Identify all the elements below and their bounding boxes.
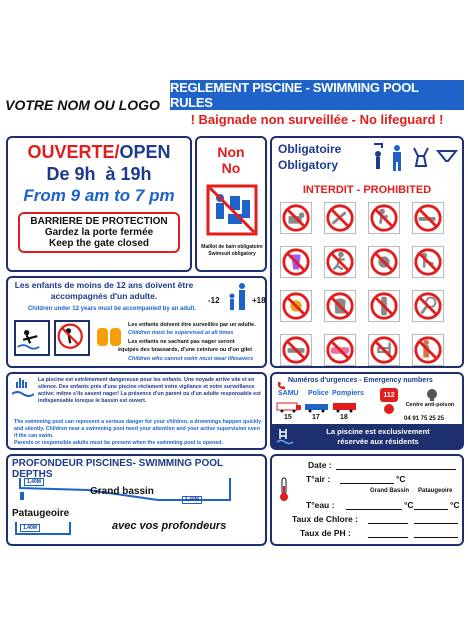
reading-line-water-paddling [414,509,448,510]
date-label: Date : [308,460,332,470]
hours-fr-end: à 19h [105,164,152,184]
police-number: 17 [312,414,320,421]
residents-banner [272,424,462,448]
rules-card [270,136,464,368]
no-unsupervised-icon [54,320,90,356]
emergency-card [270,372,464,450]
reading-line-chlorine-large [368,523,408,524]
reading-line-air [340,483,394,484]
ambulance-icon [276,400,302,412]
police-car-icon [304,400,330,412]
no-pushing-icon [412,246,444,278]
barrier-title: BARRIERE DE PROTECTION [30,216,168,227]
title-banner [170,80,464,110]
col-large-pool: Grand Bassin [370,488,410,494]
barrier-box [18,212,180,253]
paddling-pool-label: Pataugeoire [12,508,70,519]
reading-line-ph-paddling [414,537,458,538]
no-glass-icon [280,246,312,278]
depth-tag-paddling: 1,40M [20,524,40,532]
residents-line1: La piscine est exclusivement [326,427,430,436]
depth-tag-deep: 1,40M [182,496,202,504]
age-over: +18 [252,296,266,305]
no-smoking-icon [412,202,444,234]
no-mattress-icon [324,334,356,366]
swimmer-male-icon [390,144,404,172]
obligatory-fr: Obligatoire [278,142,342,156]
open-en: OPEN [119,142,171,162]
prohibited-title: INTERDIT - PROHIBITED [302,184,432,196]
readings-card [270,454,464,546]
water-temp-label: T°eau : [306,500,335,510]
drowning-hand-icon [12,376,34,400]
hours-en: From 9 am to 7 pm [23,186,175,205]
no-alcohol-icon [368,290,400,322]
children-line5: Children who cannot swim must wear lifesavers [128,356,254,362]
non-en: No [221,160,241,176]
police-label: Police [308,390,329,397]
hours-card [6,136,192,272]
no-running-icon [324,246,356,278]
swimsuit-card [195,136,267,272]
barrier-line2: Keep the gate closed [48,238,150,249]
no-jumping-icon [368,202,400,234]
shower-icon [372,142,386,170]
children-line1: Les enfants doivent être surveillés par un adulte. [128,322,256,328]
banner-subtitle: ! Baignade non surveillée - No lifeguard ! [190,112,444,127]
no-urinating-icon [412,334,444,366]
euro-number-badge [380,388,398,402]
children-title: Les enfants de moins de 12 ans doivent être accompagnés d'un adulte. [14,280,194,301]
prohibited-grid [280,202,456,366]
depths-title: PROFONDEUR PISCINES- SWIMMING POOL DEPTHS [12,458,223,480]
no-lying-icon [280,334,312,366]
water-temp-unit-large: °C [404,500,414,510]
obligatory-en: Obligatory [278,158,339,172]
phone-icon [276,378,286,388]
swimsuit-female-icon [410,146,432,168]
depths-footer: avec vos profondeurs [112,520,227,532]
samu-label: SAMU [278,390,299,397]
child-drowning-icon [14,320,50,356]
euro-number: 112 [383,391,395,399]
reading-line-ph-large [368,537,408,538]
no-food-icon [368,246,400,278]
emergency-title: Numéros d'urgences - Emergency numbers [288,377,433,384]
swimsuit-caption-1: Maillot de bain obligatoire [201,244,263,250]
age-under: -12 [208,296,220,305]
banner-title: REGLEMENT PISCINE - SWIMMING POOL RULES [170,80,419,110]
logo-area [0,80,165,130]
air-temp-label: T°air : [306,474,331,484]
children-line2: Children must be supervised at all times [128,330,234,336]
no-diving-icon [324,202,356,234]
no-ball-icon [280,290,312,322]
parent-child-icon [226,282,250,312]
fire-truck-icon [332,400,358,412]
open-title [8,142,190,163]
children-card [6,276,267,368]
no-snorkel-icon [368,334,400,366]
residents-line2: réservée aux résidents [337,437,419,446]
children-line3: Les enfants ne sachant pas nager seront [128,339,235,345]
danger-text-parents: Parents or responsible adults must be present when the swimming pool is opened. [14,440,223,446]
skull-icon [426,388,438,402]
danger-card [6,372,267,450]
antipoison-label: Centre anti-poison [405,402,455,408]
col-paddling-pool: Pataugeoire [418,488,453,494]
water-temp-unit-paddling: °C [450,500,460,510]
firefighters-number: 18 [340,414,348,421]
reading-line-water-large [346,509,402,510]
non-fr: Non [217,144,245,160]
no-tennis-icon [412,290,444,322]
no-dogs-icon [280,202,312,234]
depths-card [6,454,267,546]
no-shirt-icon [324,290,356,322]
danger-text-fr: La piscine est extrêmement dangereuse pour les enfants. Une noyade arrive vite et en silence. Des enfants près d'une piscine réclament votre vigilance et votre surveillance active: même s'ils savent nager! La présence d'un parent ou d'un adulte responsable est indispensable lorsque le bassin est ouvert. [38,377,261,404]
swimsuit-caption-2: Swimsuit obligatory [208,251,256,257]
no-clothes-icon [206,184,258,236]
children-subtitle: Children under 12 years must be accompanied by an adult. [27,306,197,312]
danger-text-en: The swimming pool can represent a serious danger for your children, a drownings happen quickly and silently. Children near a swimming pool need your attention and your active supervision even if the can swim. [14,419,262,439]
air-temp-unit: °C [396,474,406,484]
thermometer-icon [278,476,290,502]
poison-center-icon [384,404,394,414]
reading-line-chlorine-paddling [414,523,458,524]
barrier-line1: Gardez la porte fermée [44,227,154,238]
samu-number: 15 [284,414,292,421]
logo-text: VOTRE NOM OU LOGO [5,97,160,113]
pool-ladder-icon [276,427,294,445]
depth-tag-shallow: 1,40M [24,478,44,486]
firefighters-label: Pompiers [332,390,364,397]
swim-briefs-icon [436,148,458,164]
open-fr: OUVERTE/ [27,142,120,162]
chlorine-label: Taux de Chlore : [292,514,358,524]
antipoison-number: 04 91 75 25 25 [404,416,445,422]
hours-fr [8,164,190,185]
ph-label: Taux de PH : [300,528,351,538]
large-pool-label: Grand bassin [90,486,154,497]
children-line4: équipés des brassards, d'une ceinture ou d'un gilet [118,347,253,353]
hours-fr-start: De 9h [46,164,96,184]
reading-line-date [336,469,456,470]
